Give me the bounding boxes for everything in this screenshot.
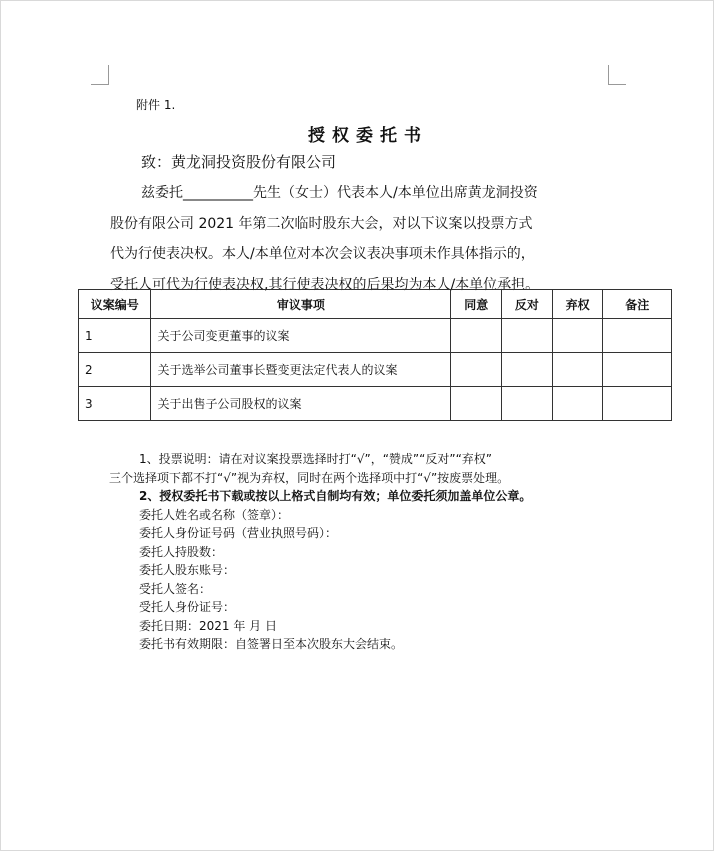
column-header: 同意 bbox=[451, 290, 502, 319]
abstain-cell[interactable] bbox=[552, 353, 603, 387]
voting-table bbox=[78, 289, 672, 421]
authorization-paragraph bbox=[110, 178, 630, 300]
notes-section bbox=[109, 450, 639, 654]
agree-cell[interactable] bbox=[451, 387, 502, 421]
paragraph-line: 代为行使表决权。本人/本单位对本次会议表决事项未作具体指示的， bbox=[110, 246, 535, 262]
column-header: 弃权 bbox=[552, 290, 603, 319]
attachment-label: 附件 1. bbox=[136, 98, 176, 112]
proposal-item: 关于公司变更董事的议案 bbox=[151, 319, 451, 353]
voting-instructions: 1、投票说明：请在对议案投票选择时打“√”，“赞成”“反对”“弃权” bbox=[139, 452, 493, 466]
against-cell[interactable] bbox=[502, 353, 553, 387]
proposal-item: 关于出售子公司股权的议案 bbox=[151, 387, 451, 421]
proxy-signature-field: 受托人签名： bbox=[139, 581, 212, 596]
principal-id-field: 委托人身份证号码（营业执照号码）： bbox=[139, 526, 338, 540]
voting-instructions: 三个选择项下都不打“√”视为弃权，同时在两个选择项中打“√”按废票处理。 bbox=[109, 470, 510, 485]
against-cell[interactable] bbox=[502, 387, 553, 421]
agree-cell[interactable] bbox=[451, 353, 502, 387]
note-cell[interactable] bbox=[603, 319, 672, 353]
paragraph-line: 股份有限公司 2021 年第二次临时股东大会，对以下议案以投票方式 bbox=[110, 215, 533, 232]
margin-corner-mark bbox=[608, 65, 626, 85]
proposal-number: 2 bbox=[79, 353, 151, 387]
paragraph-line: 兹委托__________先生（女士）代表本人/本单位出席黄龙洞投资 bbox=[141, 185, 538, 201]
paragraph-line: 受托人可代为行使表决权,其行使表决权的后果均为本人/本单位承担。 bbox=[110, 276, 540, 293]
table-header-row bbox=[79, 290, 672, 319]
addressee: 致：黄龙洞投资股份有限公司 bbox=[141, 153, 337, 171]
proposal-item: 关于选举公司董事长暨变更法定代表人的议案 bbox=[151, 353, 451, 387]
column-header: 备注 bbox=[603, 290, 672, 319]
agree-cell[interactable] bbox=[451, 319, 502, 353]
note-cell[interactable] bbox=[603, 353, 672, 387]
proxy-id-field: 受托人身份证号： bbox=[139, 600, 236, 614]
shareholder-account-field: 委托人股东账号： bbox=[139, 563, 236, 577]
column-header: 审议事项 bbox=[151, 290, 451, 319]
shares-held-field: 委托人持股数： bbox=[139, 544, 224, 559]
proposal-number: 3 bbox=[79, 387, 151, 421]
table-row bbox=[79, 353, 672, 387]
against-cell[interactable] bbox=[502, 319, 553, 353]
note-cell[interactable] bbox=[603, 387, 672, 421]
proposal-number: 1 bbox=[79, 319, 151, 353]
table-row bbox=[79, 319, 672, 353]
table-row bbox=[79, 387, 672, 421]
abstain-cell[interactable] bbox=[552, 387, 603, 421]
column-header: 议案编号 bbox=[79, 290, 151, 319]
format-note: 2、授权委托书下载或按以上格式自制均有效；单位委托须加盖单位公章。 bbox=[139, 489, 532, 503]
abstain-cell[interactable] bbox=[552, 319, 603, 353]
authorization-date-field: 委托日期：2021 年 月 日 bbox=[139, 618, 277, 633]
principal-name-field: 委托人姓名或名称（签章）： bbox=[139, 507, 290, 522]
document-title: 授权委托书 bbox=[308, 126, 428, 146]
column-header: 反对 bbox=[502, 290, 553, 319]
validity-period-field: 委托书有效期限：自签署日至本次股东大会结束。 bbox=[139, 637, 404, 651]
margin-corner-mark bbox=[91, 65, 109, 85]
